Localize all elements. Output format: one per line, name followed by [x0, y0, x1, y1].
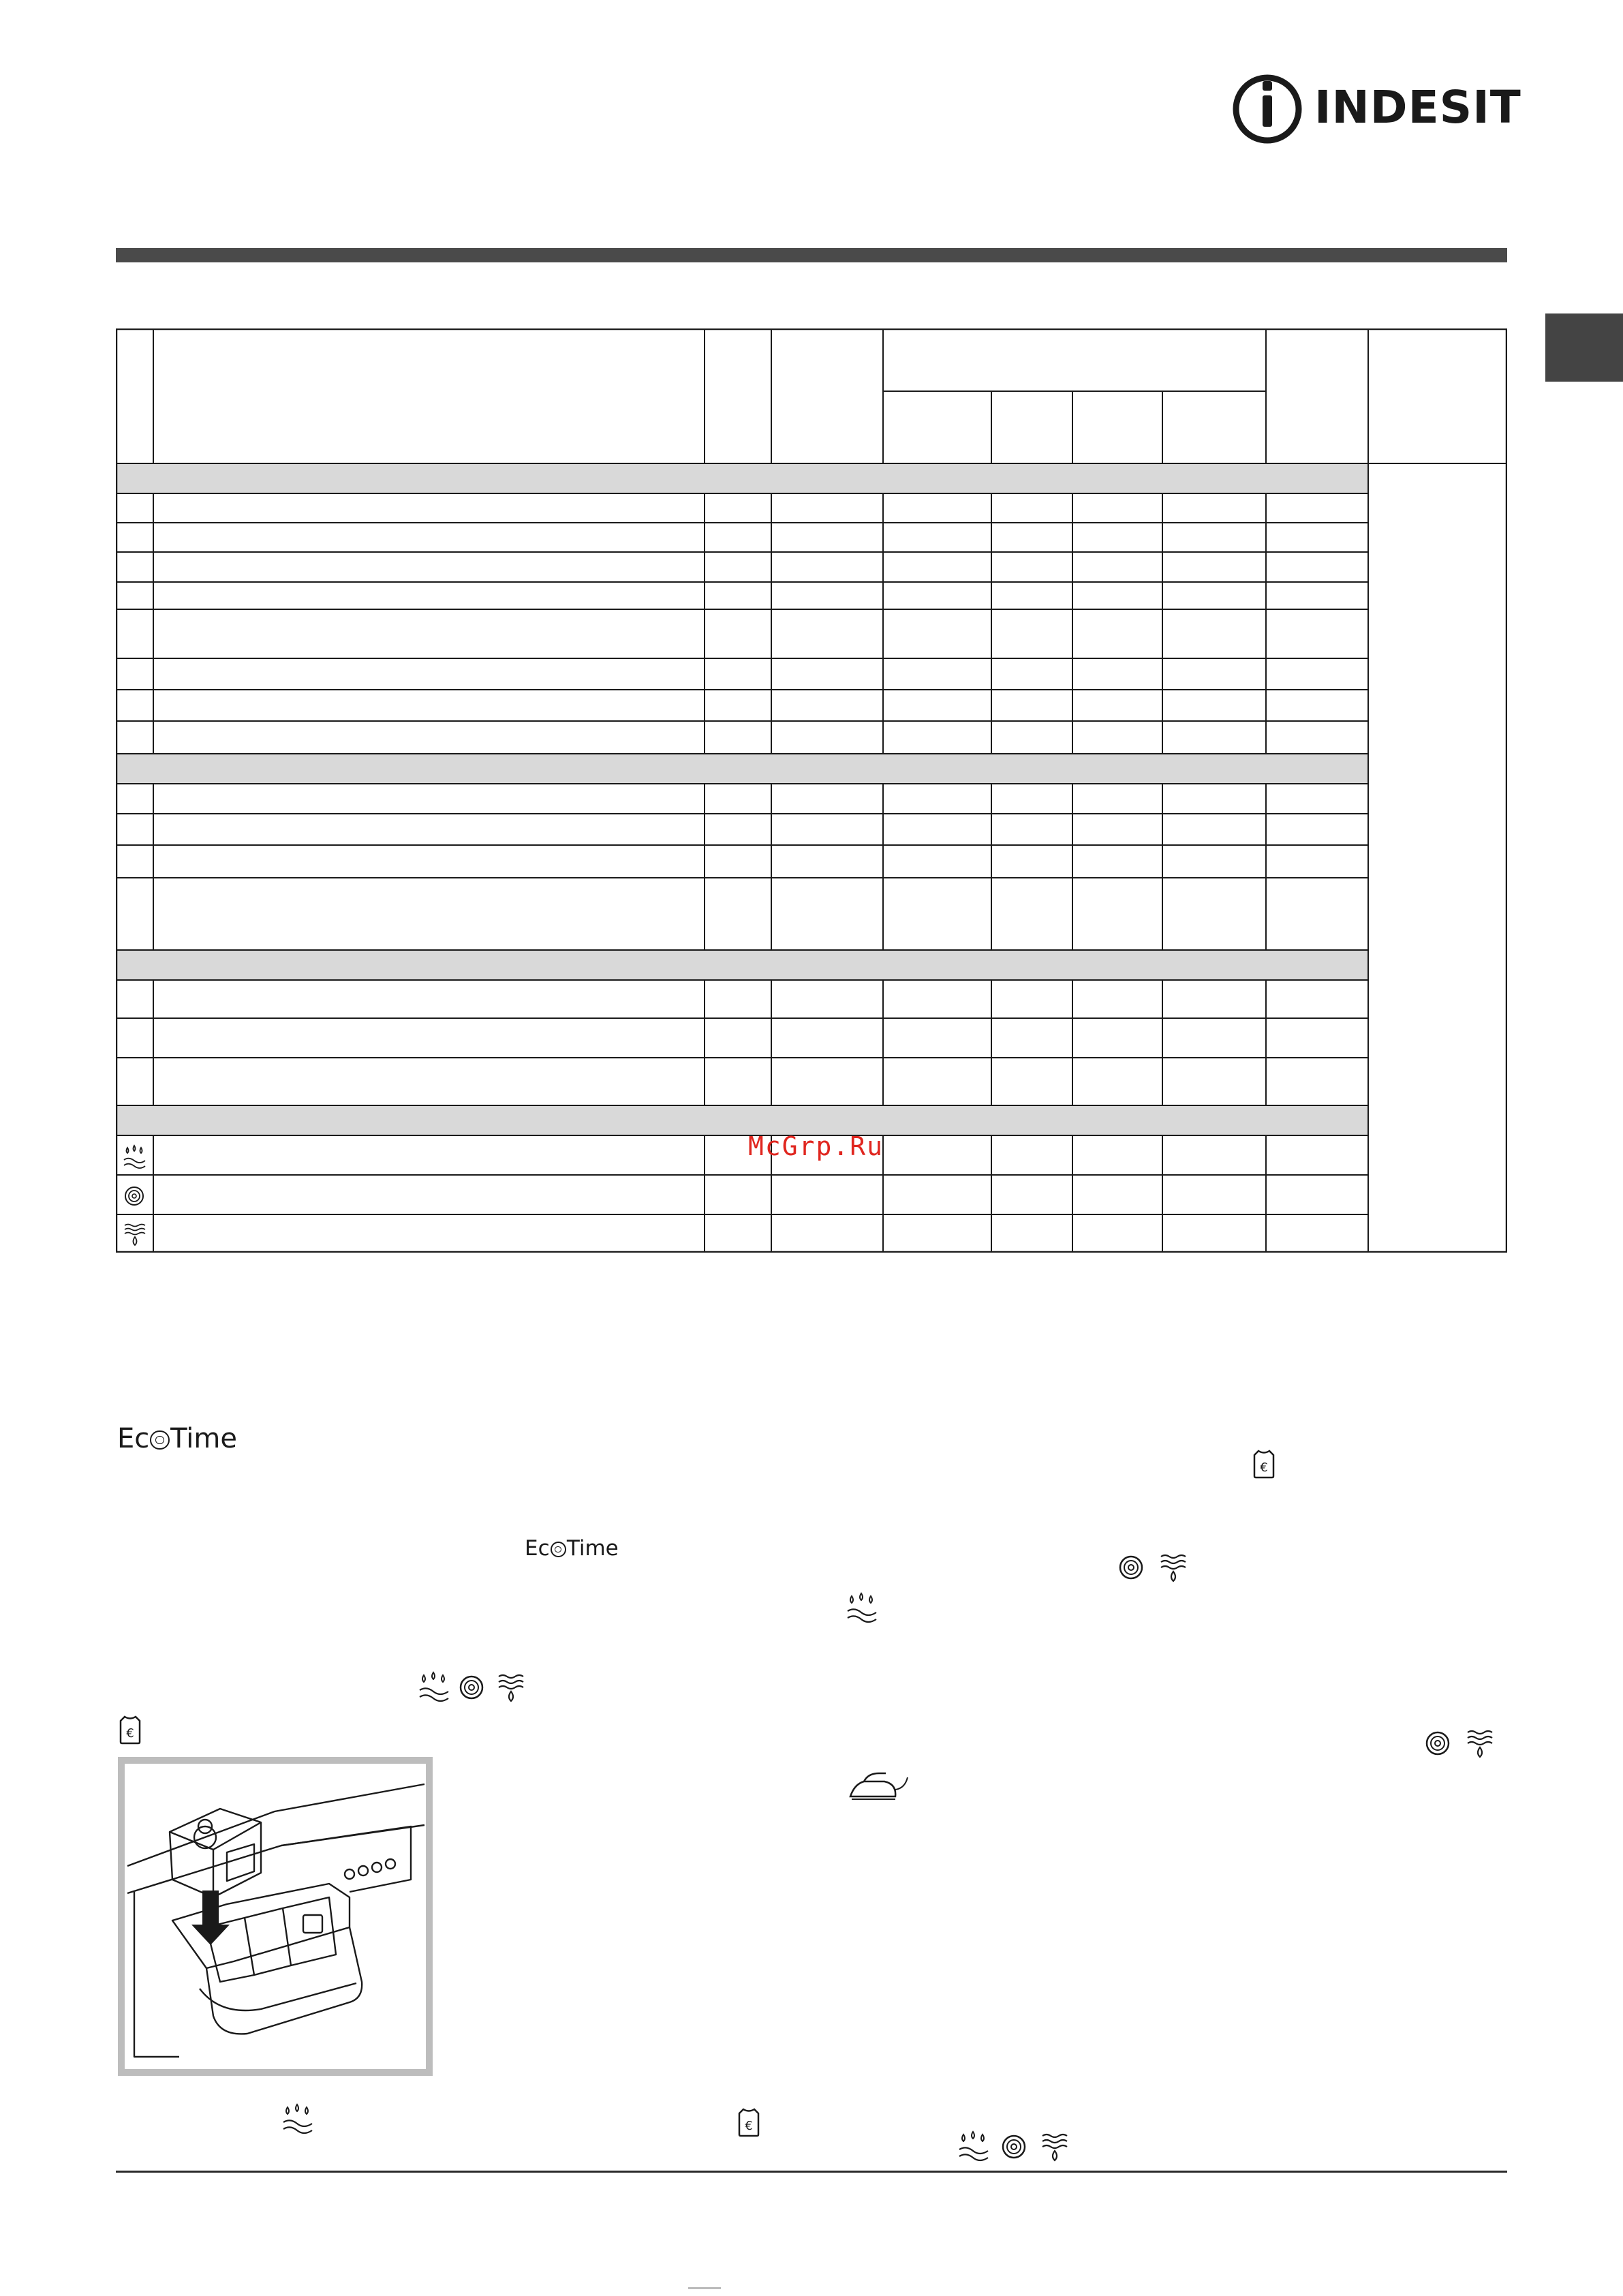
detergent-drawer-illustration: [118, 1757, 433, 2076]
brand-logo: [1230, 72, 1521, 147]
spin-icon: [1424, 1730, 1451, 1757]
rinse-icon: [957, 2130, 992, 2163]
ecotime-inline: [525, 1536, 619, 1561]
svg-text:€: €: [745, 2119, 753, 2133]
drain-icon: [1465, 1728, 1495, 1760]
spin-icon: [1117, 1554, 1145, 1581]
brand-logo-mark: [1230, 72, 1310, 147]
shirt-euro-icon: [737, 2107, 760, 2137]
table-section-band: [116, 950, 1368, 980]
programme-table-grid: [116, 328, 1507, 1253]
svg-text:€: €: [1260, 1460, 1268, 1475]
rinse-icon: [281, 2103, 316, 2136]
spin-icon: [458, 1674, 485, 1701]
rinse-icon: [124, 1146, 145, 1168]
programme-table: [116, 328, 1507, 1253]
spin-icon: [125, 1187, 143, 1205]
drain-icon: [1040, 2132, 1070, 2163]
rinse-icon: [845, 1592, 880, 1625]
table-section-band: [116, 1105, 1368, 1135]
shirt-euro-icon: [1252, 1449, 1276, 1479]
brand-name: INDESIT: [1314, 81, 1521, 134]
table-section-band: [116, 754, 1368, 784]
footer-mark: [688, 2287, 721, 2289]
detergent-drawer-drawing: [125, 1764, 426, 2069]
drain-icon: [1158, 1552, 1188, 1584]
rinse-icon: [417, 1671, 452, 1704]
drain-icon: [496, 1672, 526, 1704]
watermark: McGrp.Ru: [748, 1131, 884, 1161]
table-section-band: [116, 463, 1368, 493]
spin-icon: [1000, 2133, 1027, 2160]
ecotime-heading: [117, 1423, 237, 1454]
language-tab: [1545, 313, 1623, 382]
drain-icon: [125, 1225, 145, 1246]
footer-rule: [116, 2171, 1507, 2173]
ecotime-inline-label: Ec Time: [525, 1536, 619, 1561]
shirt-euro-icon: [119, 1715, 142, 1745]
ecotime-label: Ec Time: [117, 1423, 237, 1454]
svg-text:€: €: [126, 1726, 134, 1741]
iron-icon: [848, 1769, 912, 1802]
header-rule: [116, 248, 1507, 262]
